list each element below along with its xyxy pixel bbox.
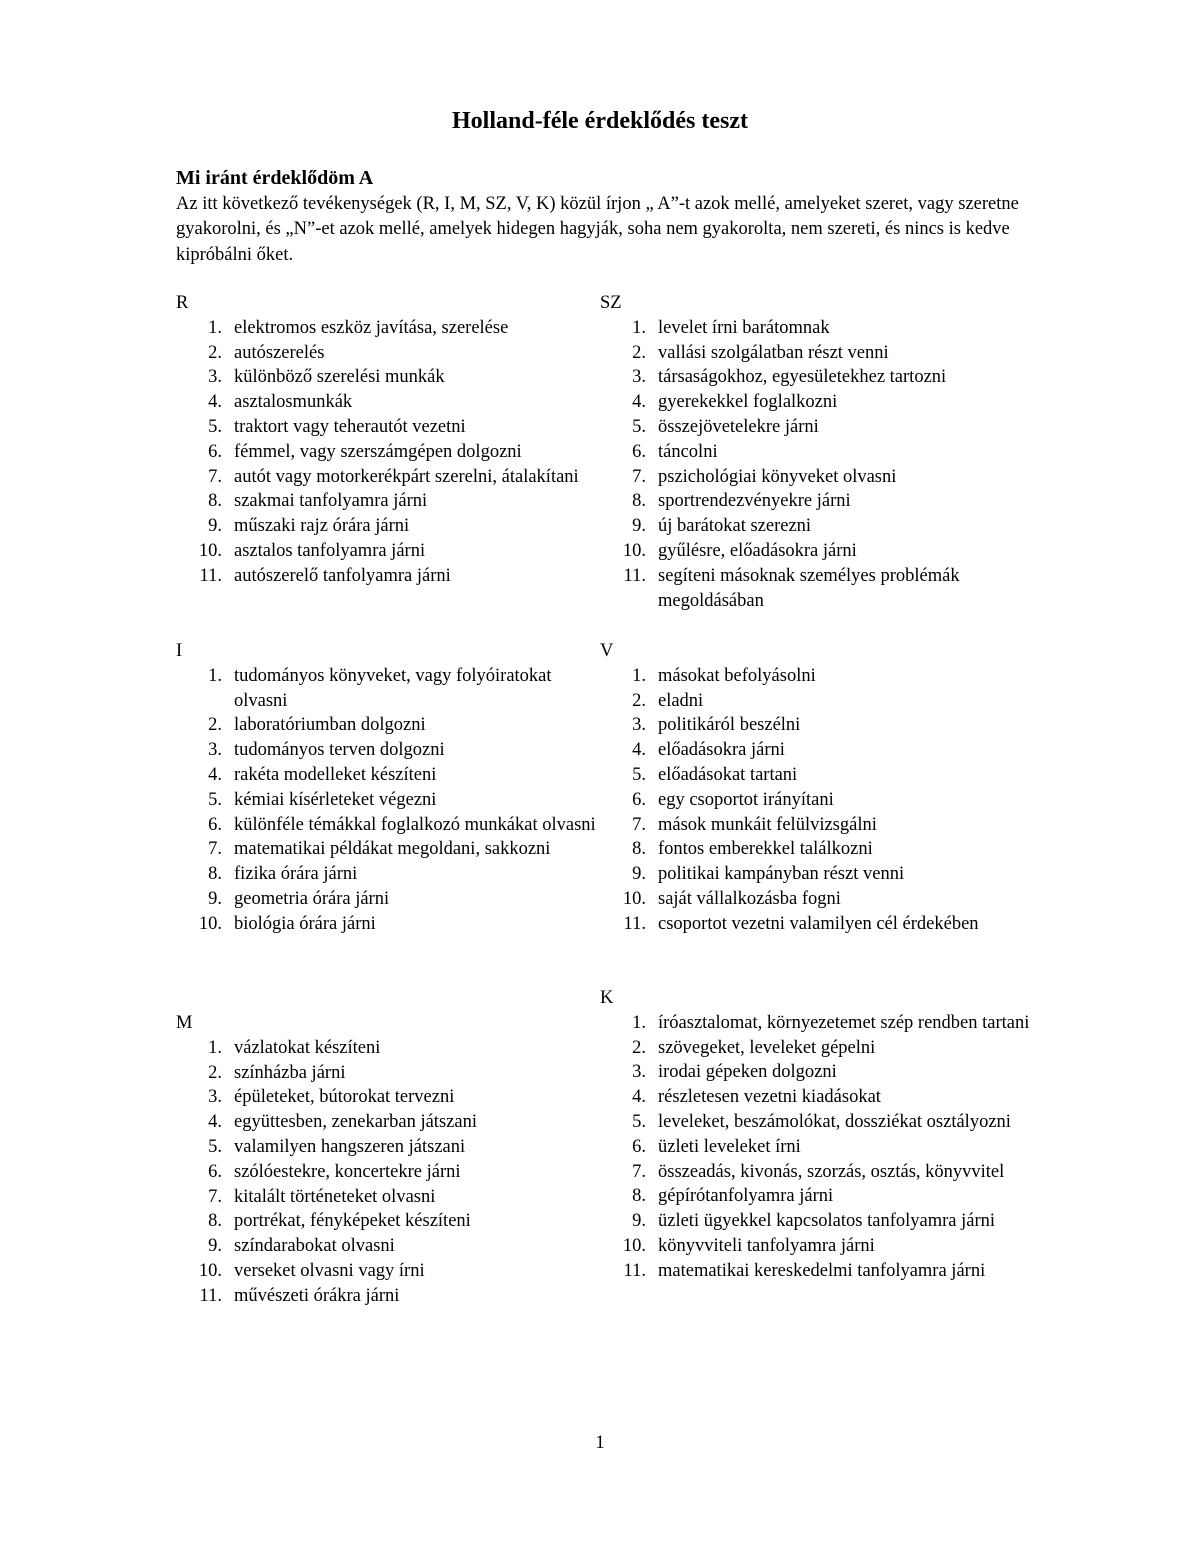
list-item xyxy=(600,1160,1040,1185)
item-text: asztalos tanfolyamra járni xyxy=(234,540,426,561)
list-item xyxy=(176,912,596,937)
item-number: 3. xyxy=(208,367,222,388)
list-item xyxy=(176,1259,596,1284)
item-text: egy csoportot irányítani xyxy=(658,789,834,810)
list-item xyxy=(176,837,596,862)
list-item xyxy=(600,440,1040,465)
section-subtitle: Mi iránt érdeklődöm A xyxy=(176,167,374,189)
item-text: fémmel, vagy szerszámgépen dolgozni xyxy=(234,441,522,462)
list-item xyxy=(600,1085,1040,1110)
item-text: könyvviteli tanfolyamra járni xyxy=(658,1235,875,1256)
item-text: fontos emberekkel találkozni xyxy=(658,839,873,860)
item-number: 8. xyxy=(208,1211,222,1232)
section-label: K xyxy=(600,988,614,1008)
item-number: 4. xyxy=(208,392,222,413)
item-text: tudományos terven dolgozni xyxy=(234,740,445,761)
item-text: különböző szerelési munkák xyxy=(234,367,445,388)
list-item xyxy=(176,341,596,366)
list-item xyxy=(176,1061,596,1086)
item-text: színházba járni xyxy=(234,1062,346,1083)
list-item xyxy=(600,1259,1040,1284)
item-text: politikai kampányban részt venni xyxy=(658,864,905,885)
section-label: I xyxy=(176,641,183,661)
list-item xyxy=(176,862,596,887)
item-text: gépírótanfolyamra járni xyxy=(658,1186,834,1207)
item-text: épületeket, bútorokat tervezni xyxy=(234,1087,455,1108)
item-number: 11. xyxy=(623,565,646,586)
item-text: geometria órára járni xyxy=(234,888,390,909)
item-text: elektromos eszköz javítása, szerelése xyxy=(234,317,509,338)
page-number: 1 xyxy=(595,1432,605,1453)
item-number: 1. xyxy=(208,317,222,338)
item-number: 6. xyxy=(208,441,222,462)
item-text: traktort vagy teherautót vezetni xyxy=(234,416,466,437)
item-text: üzleti leveleket írni xyxy=(658,1136,801,1157)
item-number: 10. xyxy=(198,1260,222,1281)
list-item xyxy=(176,1209,596,1234)
list-item xyxy=(176,664,596,714)
item-number: 3. xyxy=(632,715,646,736)
item-number: 2. xyxy=(632,342,646,363)
item-number: 11. xyxy=(199,565,222,586)
item-text: leveleket, beszámolókat, dossziékat osztályozni xyxy=(658,1111,1011,1132)
item-text: szólóestekre, koncertekre járni xyxy=(234,1161,461,1182)
item-text: rakéta modelleket készíteni xyxy=(234,764,437,785)
item-number: 6. xyxy=(632,789,646,810)
item-number: 8. xyxy=(632,491,646,512)
item-text: előadásokat tartani xyxy=(658,764,798,785)
item-number: 10. xyxy=(622,540,646,561)
list-item xyxy=(600,837,1040,862)
item-text: tudományos könyveket, vagy folyóiratokat olvasni xyxy=(234,665,552,711)
list-item xyxy=(600,1011,1040,1036)
item-number: 7. xyxy=(208,466,222,487)
item-text: színdarabokat olvasni xyxy=(234,1236,395,1257)
item-text: asztalosmunkák xyxy=(234,392,353,413)
list-item xyxy=(600,862,1040,887)
list-item xyxy=(176,1284,596,1309)
item-text: matematikai példákat megoldani, sakkozni xyxy=(234,839,551,860)
item-text: társaságokhoz, egyesületekhez tartozni xyxy=(658,367,947,388)
item-number: 5. xyxy=(632,1111,646,1132)
item-number: 5. xyxy=(632,764,646,785)
item-number: 9. xyxy=(632,516,646,537)
item-number: 7. xyxy=(208,839,222,860)
item-text: verseket olvasni vagy írni xyxy=(234,1260,425,1281)
item-number: 3. xyxy=(632,367,646,388)
list-item xyxy=(176,415,596,440)
list-item xyxy=(600,1110,1040,1135)
item-text: portrékat, fényképeket készíteni xyxy=(234,1211,471,1232)
list-item xyxy=(600,1209,1040,1234)
item-number: 4. xyxy=(208,1112,222,1133)
list-item xyxy=(176,465,596,490)
item-text: részletesen vezetni kiadásokat xyxy=(658,1087,881,1108)
item-text: összejövetelekre járni xyxy=(658,416,819,437)
list-item xyxy=(600,539,1040,564)
item-number: 10. xyxy=(622,1235,646,1256)
list-item xyxy=(600,341,1040,366)
list-item xyxy=(176,738,596,763)
list-item xyxy=(600,689,1040,714)
list-item xyxy=(176,316,596,341)
list-item xyxy=(176,1185,596,1210)
list-item xyxy=(176,1036,596,1061)
item-text: laboratóriumban dolgozni xyxy=(234,715,426,736)
item-number: 10. xyxy=(198,540,222,561)
section-m xyxy=(176,1011,596,1309)
item-number: 5. xyxy=(208,416,222,437)
list-item xyxy=(176,514,596,539)
list-item xyxy=(176,539,596,564)
list-item xyxy=(600,489,1040,514)
item-text: gyűlésre, előadásokra járni xyxy=(658,540,857,561)
item-number: 8. xyxy=(208,491,222,512)
item-text: művészeti órákra járni xyxy=(234,1285,400,1306)
item-text: üzleti ügyekkel kapcsolatos tanfolyamra járni xyxy=(658,1211,995,1232)
item-text: kémiai kísérleteket végezni xyxy=(234,789,437,810)
item-number: 1. xyxy=(632,1012,646,1033)
item-number: 4. xyxy=(632,1087,646,1108)
item-number: 7. xyxy=(208,1186,222,1207)
list-item xyxy=(600,887,1040,912)
item-number: 8. xyxy=(632,839,646,860)
item-text: autót vagy motorkerékpárt szerelni, átalakítani xyxy=(234,466,579,487)
list-item xyxy=(600,763,1040,788)
item-number: 2. xyxy=(208,715,222,736)
item-number: 7. xyxy=(632,466,646,487)
item-number: 4. xyxy=(208,764,222,785)
list-item xyxy=(600,713,1040,738)
item-text: csoportot vezetni valamilyen cél érdekében xyxy=(658,913,979,934)
list-item xyxy=(600,912,1040,937)
item-number: 2. xyxy=(632,690,646,711)
item-number: 8. xyxy=(632,1186,646,1207)
list-item xyxy=(176,440,596,465)
item-number: 2. xyxy=(632,1037,646,1058)
item-text: előadásokra járni xyxy=(658,740,785,761)
page-title: Holland-féle érdeklődés teszt xyxy=(452,108,748,134)
list-item xyxy=(176,887,596,912)
item-number: 7. xyxy=(632,1161,646,1182)
list-item xyxy=(600,664,1040,689)
item-number: 3. xyxy=(632,1062,646,1083)
list-item xyxy=(176,788,596,813)
list-item xyxy=(600,390,1040,415)
item-text: másokat befolyásolni xyxy=(658,665,816,686)
section-i xyxy=(176,639,596,937)
item-number: 2. xyxy=(208,342,222,363)
list-item xyxy=(176,365,596,390)
item-number: 9. xyxy=(208,888,222,909)
item-number: 8. xyxy=(208,864,222,885)
list-item xyxy=(176,763,596,788)
item-number: 9. xyxy=(208,516,222,537)
item-text: szakmai tanfolyamra járni xyxy=(234,491,428,512)
item-number: 1. xyxy=(632,665,646,686)
list-item xyxy=(176,713,596,738)
list-item xyxy=(600,1060,1040,1085)
list-item xyxy=(600,1135,1040,1160)
list-item xyxy=(600,316,1040,341)
list-item xyxy=(600,365,1040,390)
list-item xyxy=(176,1234,596,1259)
item-number: 6. xyxy=(632,1136,646,1157)
item-text: vallási szolgálatban részt venni xyxy=(658,342,889,363)
item-number: 6. xyxy=(208,814,222,835)
item-text: autószerelő tanfolyamra járni xyxy=(234,565,451,586)
item-text: levelet írni barátomnak xyxy=(658,317,830,338)
list-item xyxy=(176,1135,596,1160)
item-number: 5. xyxy=(208,1136,222,1157)
list-item xyxy=(600,738,1040,763)
item-number: 10. xyxy=(198,913,222,934)
list-item xyxy=(176,813,596,838)
item-text: különféle témákkal foglalkozó munkákat olvasni xyxy=(234,814,596,835)
item-text: saját vállalkozásba fogni xyxy=(658,888,841,909)
item-number: 1. xyxy=(208,665,222,686)
list-item xyxy=(176,489,596,514)
list-item xyxy=(176,1085,596,1110)
item-text: autószerelés xyxy=(234,342,325,363)
item-text: táncolni xyxy=(658,441,718,462)
list-item xyxy=(600,415,1040,440)
item-text: pszichológiai könyveket olvasni xyxy=(658,466,897,487)
item-number: 11. xyxy=(623,913,646,934)
item-text: gyerekekkel foglalkozni xyxy=(658,392,838,413)
item-text: új barátokat szerezni xyxy=(658,516,812,537)
list-item xyxy=(176,1110,596,1135)
item-text: sportrendezvényekre járni xyxy=(658,491,851,512)
item-text: műszaki rajz órára járni xyxy=(234,516,410,537)
item-text: fizika órára járni xyxy=(234,864,358,885)
item-number: 4. xyxy=(632,392,646,413)
item-number: 6. xyxy=(632,441,646,462)
item-number: 11. xyxy=(199,1285,222,1306)
section-k xyxy=(600,986,1040,1284)
section-label: M xyxy=(176,1013,193,1033)
item-text: mások munkáit felülvizsgálni xyxy=(658,814,877,835)
section-label: R xyxy=(176,293,189,313)
item-text: vázlatokat készíteni xyxy=(234,1037,381,1058)
list-item xyxy=(600,1184,1040,1209)
item-text: szövegeket, leveleket gépelni xyxy=(658,1037,876,1058)
item-text: összeadás, kivonás, szorzás, osztás, könyvvitel xyxy=(658,1161,1005,1182)
item-number: 4. xyxy=(632,740,646,761)
item-number: 11. xyxy=(623,1260,646,1281)
section-r xyxy=(176,291,596,589)
section-label: SZ xyxy=(600,293,622,313)
list-item xyxy=(600,1036,1040,1061)
item-number: 7. xyxy=(632,814,646,835)
list-item xyxy=(600,465,1040,490)
item-text: íróasztalomat, környezetemet szép rendben tartani xyxy=(658,1012,1030,1033)
item-number: 6. xyxy=(208,1161,222,1182)
item-number: 3. xyxy=(208,740,222,761)
item-number: 5. xyxy=(632,416,646,437)
list-item xyxy=(176,564,596,589)
item-number: 9. xyxy=(208,1236,222,1257)
item-text: kitalált történeteket olvasni xyxy=(234,1186,436,1207)
item-number: 9. xyxy=(632,864,646,885)
list-item xyxy=(600,813,1040,838)
list-item xyxy=(600,514,1040,539)
item-number: 3. xyxy=(208,1087,222,1108)
intro-paragraph: Az itt következő tevékenységek (R, I, M, SZ, V, K) közül írjon „ A”-t azok mellé, amelyeket szeret, vagy szeretne gyakorolni, és „N”-et azok mellé, amelyek hidegen hagyják, soha nem gyakorolta, nem szereti, és nincs is kedve kipróbálni őket. xyxy=(176,194,1019,265)
list-item xyxy=(600,1234,1040,1259)
section-v xyxy=(600,639,1040,937)
list-item xyxy=(176,1160,596,1185)
item-text: együttesben, zenekarban játszani xyxy=(234,1112,477,1133)
item-text: politikáról beszélni xyxy=(658,715,801,736)
section-sz xyxy=(600,291,1040,613)
item-number: 1. xyxy=(632,317,646,338)
item-number: 5. xyxy=(208,789,222,810)
item-text: matematikai kereskedelmi tanfolyamra járni xyxy=(658,1260,986,1281)
list-item xyxy=(600,788,1040,813)
item-text: segíteni másoknak személyes problémák megoldásában xyxy=(658,565,960,611)
item-text: valamilyen hangszeren játszani xyxy=(234,1136,466,1157)
item-number: 1. xyxy=(208,1037,222,1058)
item-number: 2. xyxy=(208,1062,222,1083)
item-number: 9. xyxy=(632,1211,646,1232)
list-item xyxy=(600,564,1040,614)
item-text: biológia órára járni xyxy=(234,913,376,934)
item-number: 10. xyxy=(622,888,646,909)
item-text: irodai gépeken dolgozni xyxy=(658,1062,837,1083)
section-label: V xyxy=(600,641,614,661)
list-item xyxy=(176,390,596,415)
item-text: eladni xyxy=(658,690,704,711)
